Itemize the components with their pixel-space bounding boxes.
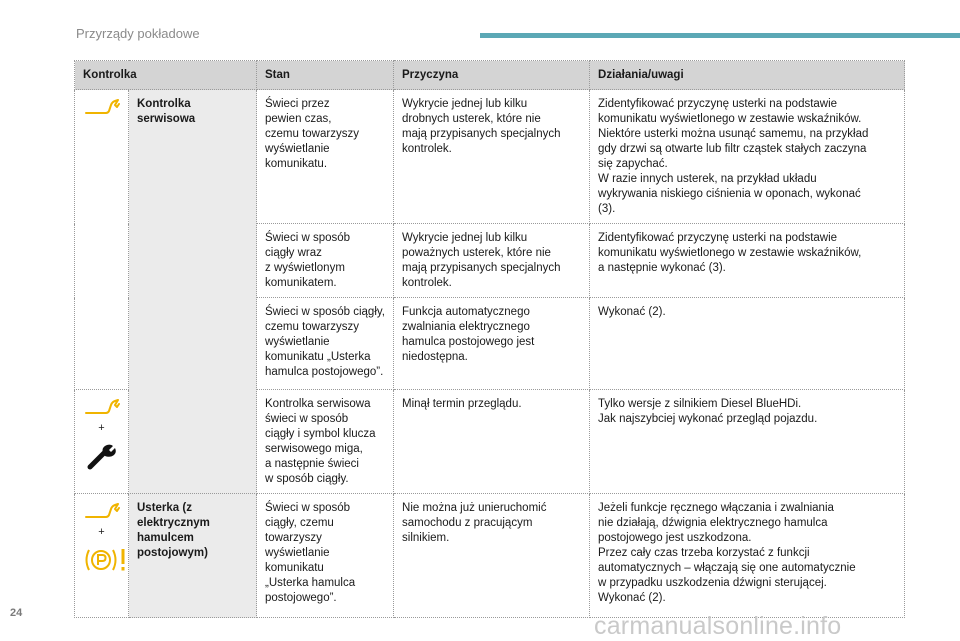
cause-cell: Minął termin przeglądu.	[394, 390, 590, 494]
plus-sign: +	[98, 422, 105, 434]
action-cell: Tylko wersje z silnikiem Diesel BlueHDi. Jak najszybciej wykonać przegląd pojazdu.	[590, 390, 905, 494]
cause-cell: Wykrycie jednej lub kilku drobnych usterek, które nie mają przypisanych specjalnych kontrolek.	[394, 90, 590, 224]
icon-cell	[75, 390, 129, 494]
warning-lights-table	[74, 60, 905, 618]
cause-cell: Wykrycie jednej lub kilku poważnych usterek, które nie mają przypisanych specjalnych kontrolek.	[394, 224, 590, 298]
parking-brake-fault-icon	[83, 546, 127, 574]
service-icon	[84, 501, 120, 521]
plus-sign: +	[98, 526, 105, 538]
action-cell: Jeżeli funkcje ręcznego włączania i zwalniania nie działają, dźwignia elektrycznego hamulca postojowego jest uszkodzona. Przez cały czas trzeba korzystać z funkcji automatycznych – włączają się one automatycznie w przypadku uszkodzenia dźwigni sterującej. Wykonać (2).	[590, 494, 905, 618]
state-cell: Świeci przez pewien czas, czemu towarzyszy wyświetlanie komunikatu.	[257, 90, 394, 224]
icon-cell	[75, 494, 129, 618]
action-cell: Zidentyfikować przyczynę usterki na podstawie komunikatu wyświetlonego w zestawie wskaźników, a następnie wykonać (3).	[590, 224, 905, 298]
column-header-dzialania: Działania/uwagi	[590, 61, 905, 90]
table-header-row	[75, 61, 905, 90]
cause-cell: Nie można już unieruchomić samochodu z pracującym silnikiem.	[394, 494, 590, 618]
column-header-przyczyna: Przyczyna	[394, 61, 590, 90]
state-cell: Świeci w sposób ciągły, czemu towarzyszy wyświetlanie komunikatu „Usterka hamulca postojowego”.	[257, 494, 394, 618]
header-accent-bar	[480, 33, 960, 38]
watermark: carmanualsonline.info	[594, 612, 842, 640]
page-header-title: Przyrządy pokładowe	[76, 26, 200, 41]
state-cell: Kontrolka serwisowa świeci w sposób ciągły i symbol klucza serwisowego miga, a następnie świeci w sposób ciągły.	[257, 390, 394, 494]
warning-name-parking-brake: Usterka (z elektrycznym hamulcem postojowym)	[129, 494, 257, 618]
action-cell: Wykonać (2).	[590, 298, 905, 390]
table-row	[75, 90, 905, 224]
wrench-icon	[87, 442, 117, 470]
warning-name-service: Kontrolka serwisowa	[129, 90, 257, 494]
icon-cell	[75, 90, 129, 390]
action-cell: Zidentyfikować przyczynę usterki na podstawie komunikatu wyświetlonego w zestawie wskaźników. Niektóre usterki można usunąć samemu, na przykład gdy drzwi są otwarte lub filtr cząstek stałych zaczyna się zapychać. W razie innych usterek, na przykład układu wykrywania niskiego ciśnienia w oponach, wykonać (3).	[590, 90, 905, 224]
cause-cell: Funkcja automatycznego zwalniania elektrycznego hamulca postojowego jest niedostępna.	[394, 298, 590, 390]
table-row	[75, 494, 905, 618]
column-header-kontrolka: Kontrolka	[75, 61, 257, 90]
service-icon	[84, 97, 120, 117]
state-cell: Świeci w sposób ciągły, czemu towarzyszy wyświetlanie komunikatu „Usterka hamulca postojowego”.	[257, 298, 394, 390]
column-header-stan: Stan	[257, 61, 394, 90]
service-icon	[84, 397, 120, 417]
page-number: 24	[10, 607, 23, 619]
state-cell: Świeci w sposób ciągły wraz z wyświetlonym komunikatem.	[257, 224, 394, 298]
